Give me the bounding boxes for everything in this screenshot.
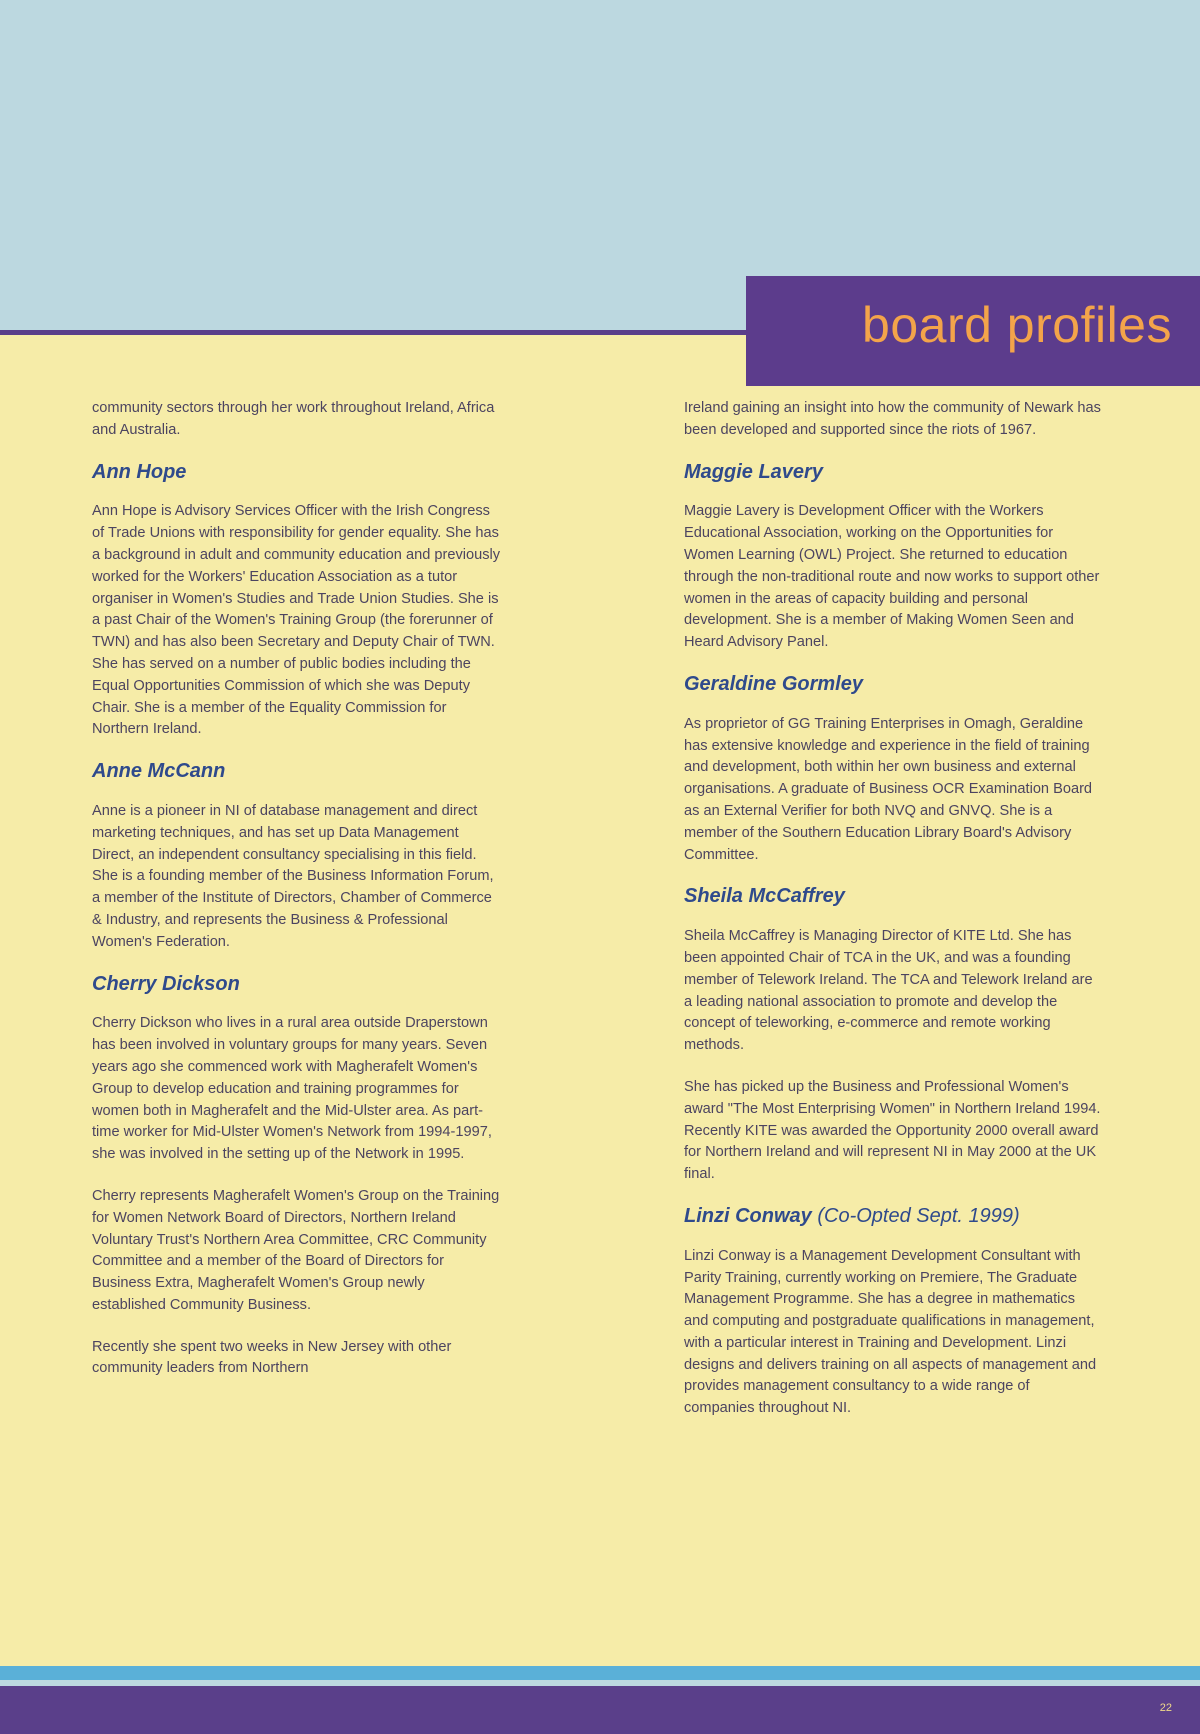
profile-bio: Maggie Lavery is Development Officer with the Workers Educational Association, working on the Opportunities for Women Learning (OWL) Project. She returned to education through the non-traditional route and now works to support other women in the areas of capacity building and personal development. She is a member of Making Women Seen and Heard Advisory Panel. <box>684 503 1100 651</box>
profile-name-anne-mccann: Anne McCann <box>92 760 226 783</box>
profile-name-geraldine-gormley: Geraldine Gormley <box>684 672 863 695</box>
profile-bio: As proprietor of GG Training Enterprises in Omagh, Geraldine has extensive knowledge and experience in the field of training and development, both within her own business and external organisations. A graduate of Business OCR Examination Board as an External Verifier for both NVQ and GNVQ. She is a member of the Southern Education Library Board's Advisory Committee. <box>684 715 1093 863</box>
profile-name-maggie-lavery: Maggie Lavery <box>684 460 823 483</box>
page-number: 22 <box>1159 1702 1172 1714</box>
intro-text: community sectors through her work throughout Ireland, Africa and Australia. <box>92 400 495 438</box>
profile-note: (Co-Opted Sept. 1999) <box>811 1204 1020 1227</box>
left-column <box>92 398 502 1400</box>
profile-bio: Sheila McCaffrey is Managing Director of KITE Ltd. She has been appointed Chair of TCA in the UK, and was a founding member of Telework Ireland. The TCA and Telework Ireland are a leading national association to promote and develop the concept of teleworking, e-commerce and remote working methods. <box>684 928 1093 1054</box>
profile-name-linzi-conway: Linzi Conway <box>684 1204 812 1227</box>
profile-bio: Ann Hope is Advisory Services Officer with the Irish Congress of Trade Unions with responsibility for gender equality. She has a background in adult and community education and previously worked for the Workers' Education Association as a tutor organiser in Women's Studies and Trade Union Studies. She is a past Chair of the Women's Training Group (the forerunner of TWN) and has also been Secretary and Deputy Chair of TWN. She has served on a number of public bodies including the Equal Opportunities Commission of which she was Deputy Chair. She is a member of the Equality Commission for Northern Ireland. <box>92 503 501 738</box>
profile-bio: Cherry represents Magherafelt Women's Group on the Training for Women Network Board of Directors, Northern Ireland Voluntary Trust's Northern Area Committee, CRC Community Committee and a member of the Board of Directors for Business Extra, Magherafelt Women's Group newly established Community Business. <box>92 1187 500 1313</box>
footer-stripe-blue <box>0 1666 1200 1680</box>
title-box <box>746 276 1200 386</box>
footer-bar <box>0 1686 1200 1734</box>
profile-bio: Cherry Dickson who lives in a rural area outside Draperstown has been involved in voluntary groups for many years. Seven years ago she commenced work with Magherafelt Women's Group to develop education and training programmes for women both in Magherafelt and the Mid-Ulster area. As part-time worker for Mid-Ulster Women's Network from 1994-1997, she was involved in the setting up of the Network in 1995. <box>92 1015 492 1163</box>
profile-bio: She has picked up the Business and Professional Women's award "The Most Enterprising Women" in Northern Ireland 1994. Recently KITE was awarded the Opportunity 2000 overall award for Northern Ireland and will represent NI in May 2000 at the UK final. <box>684 1078 1101 1183</box>
intro-text: Ireland gaining an insight into how the community of Newark has been developed and supported since the riots of 1967. <box>684 400 1101 438</box>
profile-name-ann-hope: Ann Hope <box>92 460 187 483</box>
profile-bio: Recently she spent two weeks in New Jersey with other community leaders from Northern <box>92 1338 452 1377</box>
profile-bio: Linzi Conway is a Management Development Consultant with Parity Training, currently working on Premiere, The Graduate Management Programme. She has a degree in mathematics and computing and postgraduate qualifications in management, with a particular interest in Training and Development. Linzi designs and delivers training on all aspects of management and provides management consultancy to a wide range of companies throughout NI. <box>684 1247 1097 1417</box>
page-title: board profiles <box>862 297 1172 353</box>
profile-heading-linzi-conway <box>684 1206 1102 1228</box>
profile-name-sheila-mccaffrey: Sheila McCaffrey <box>684 885 845 908</box>
profile-name-cherry-dickson: Cherry Dickson <box>92 972 240 995</box>
profile-bio: Anne is a pioneer in NI of database management and direct marketing techniques, and has set up Data Management Direct, an independent consultancy specialising in this field. She is a founding member of the Business Information Forum, a member of the Institute of Directors, Chamber of Commerce & Industry, and represents the Business & Professional Women's Federation. <box>92 802 494 950</box>
right-column <box>684 398 1102 1440</box>
